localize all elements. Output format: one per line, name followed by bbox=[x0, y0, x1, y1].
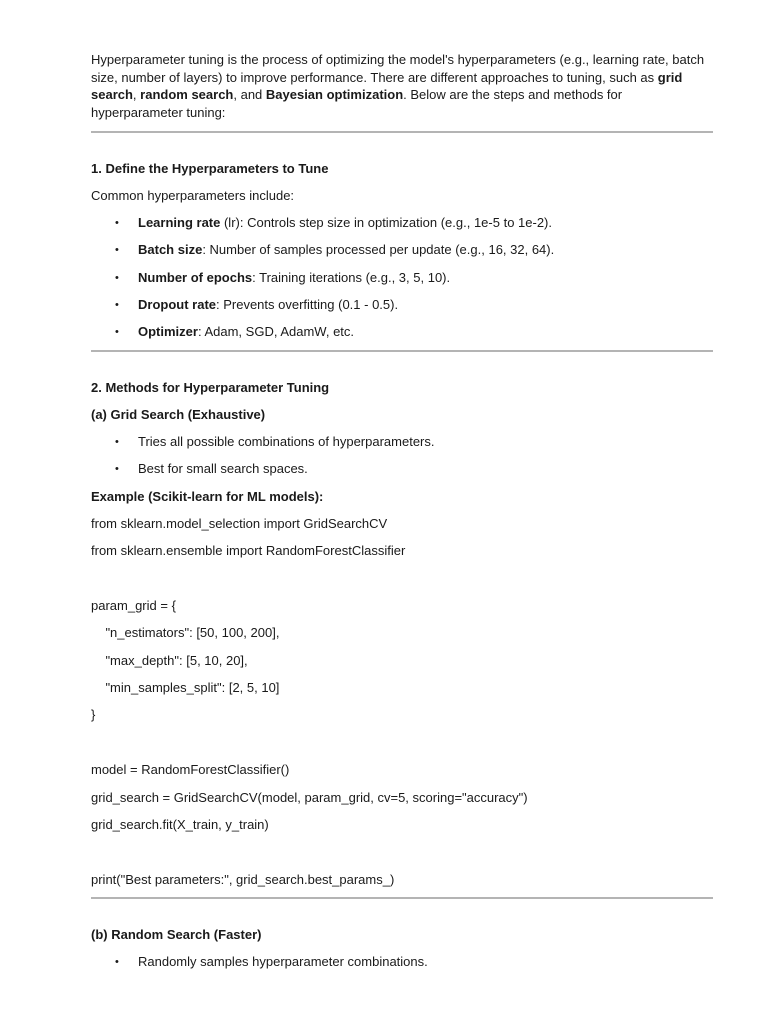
list-item-desc: : Adam, SGD, AdamW, etc. bbox=[197, 324, 355, 339]
bullet-icon: • bbox=[115, 244, 119, 256]
example-label: Example (Scikit-learn for ML models): bbox=[91, 489, 324, 504]
intro-text-3: , and bbox=[233, 87, 266, 102]
bullet-icon: • bbox=[115, 463, 119, 475]
code-line: grid_search = GridSearchCV(model, param_grid, cv=5, scoring="accuracy") bbox=[91, 790, 528, 805]
list-item bbox=[138, 214, 552, 231]
intro-paragraph bbox=[91, 51, 713, 121]
list-item-desc: : Number of samples processed per update (e.g., 16, 32, 64). bbox=[202, 242, 555, 257]
horizontal-rule bbox=[91, 897, 713, 899]
bullet-icon: • bbox=[115, 299, 119, 311]
list-item bbox=[138, 269, 450, 286]
bullet-icon: • bbox=[115, 326, 119, 338]
subsection-heading-random-search: (b) Random Search (Faster) bbox=[91, 927, 262, 942]
section-heading-2: 2. Methods for Hyperparameter Tuning bbox=[91, 380, 330, 395]
list-item-term: Dropout rate bbox=[138, 297, 216, 312]
code-line: model = RandomForestClassifier() bbox=[91, 762, 290, 777]
list-item bbox=[138, 323, 354, 340]
code-line: param_grid = { bbox=[91, 598, 176, 613]
intro-bold-random-search: random search bbox=[140, 87, 234, 102]
list-item-desc: (lr): Controls step size in optimization (e.g., 1e-5 to 1e-2). bbox=[220, 215, 552, 230]
list-item-term: Learning rate bbox=[138, 215, 221, 230]
list-item-desc: : Training iterations (e.g., 3, 5, 10). bbox=[252, 270, 451, 285]
code-line: from sklearn.model_selection import GridSearchCV bbox=[91, 516, 388, 531]
code-line: "n_estimators": [50, 100, 200], bbox=[91, 625, 280, 640]
list-item: Best for small search spaces. bbox=[138, 461, 308, 476]
list-item bbox=[138, 241, 554, 258]
list-item: Tries all possible combinations of hyperparameters. bbox=[138, 434, 435, 449]
intro-bold-bayesian: Bayesian optimization bbox=[265, 87, 404, 102]
list-item bbox=[138, 296, 398, 313]
list-item-term: Optimizer bbox=[138, 324, 198, 339]
code-line: "max_depth": [5, 10, 20], bbox=[91, 653, 248, 668]
intro-text-1: Hyperparameter tuning is the process of optimizing the model's hyperparameters (e.g., learning rate, batch size, number of layers) to improve performance. There are different approaches to tuning, such as bbox=[91, 52, 705, 85]
list-item-term: Batch size bbox=[138, 242, 203, 257]
subsection-heading-grid-search: (a) Grid Search (Exhaustive) bbox=[91, 407, 266, 422]
code-line: from sklearn.ensemble import RandomForestClassifier bbox=[91, 543, 406, 558]
section-heading-1: 1. Define the Hyperparameters to Tune bbox=[91, 161, 329, 176]
code-line: grid_search.fit(X_train, y_train) bbox=[91, 817, 269, 832]
intro-bold-grid-search: grid search bbox=[91, 69, 683, 102]
intro-text-2: , bbox=[132, 87, 141, 102]
bullet-icon: • bbox=[115, 956, 119, 968]
code-line: } bbox=[91, 707, 96, 722]
list-item-term: Number of epochs bbox=[138, 270, 253, 285]
intro-text-4: . Below are the steps and methods for hyperparameter tuning: bbox=[91, 87, 623, 120]
bullet-icon: • bbox=[115, 217, 119, 229]
code-line: "min_samples_split": [2, 5, 10] bbox=[91, 680, 280, 695]
bullet-icon: • bbox=[115, 436, 119, 448]
code-line: print("Best parameters:", grid_search.best_params_) bbox=[91, 872, 395, 887]
bullet-icon: • bbox=[115, 272, 119, 284]
horizontal-rule bbox=[91, 350, 713, 352]
list-item: Randomly samples hyperparameter combinations. bbox=[138, 954, 428, 969]
section-1-lead: Common hyperparameters include: bbox=[91, 188, 295, 203]
horizontal-rule bbox=[91, 131, 713, 133]
list-item-desc: : Prevents overfitting (0.1 - 0.5). bbox=[216, 297, 399, 312]
